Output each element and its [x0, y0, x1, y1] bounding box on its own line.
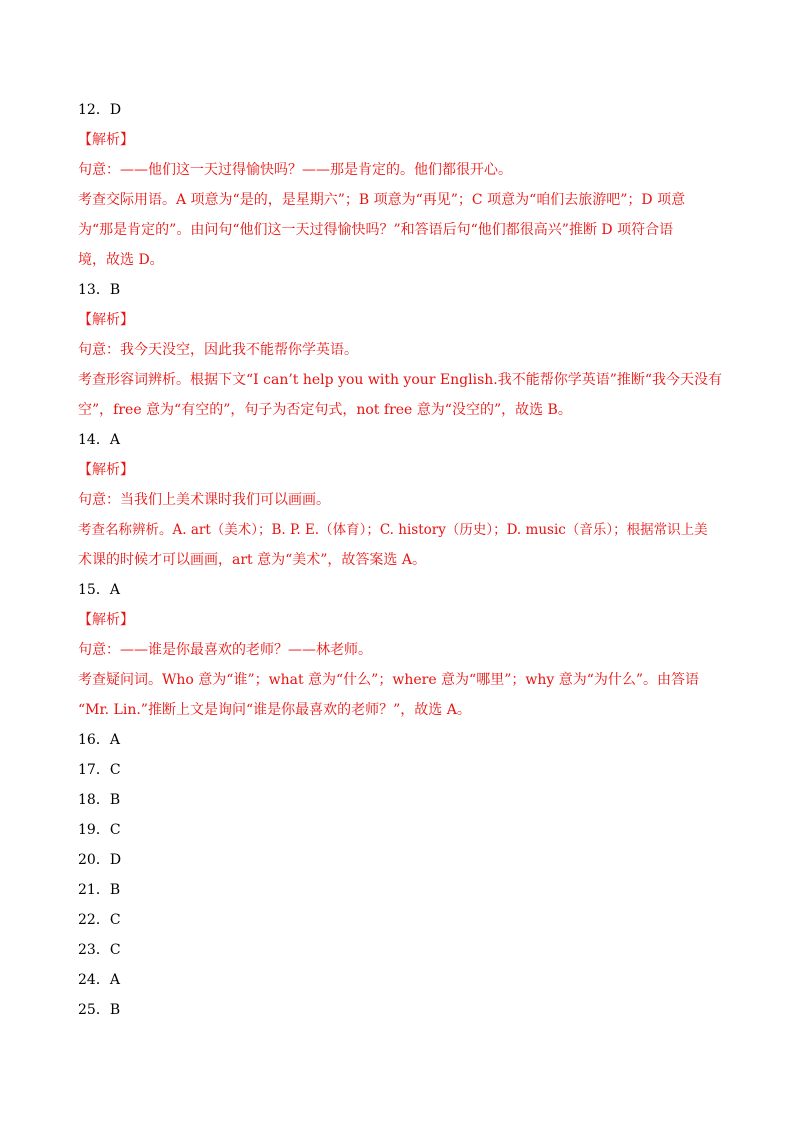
- answer-number: 14．A: [78, 432, 120, 448]
- answer-number: 12．D: [78, 102, 122, 118]
- answer-number: 19．C: [78, 822, 121, 838]
- answer-item-15: [78, 575, 728, 725]
- sentence-meaning: 句意：——他们这一天过得愉快吗？——那是肯定的。他们都很开心。: [78, 162, 512, 178]
- answer-item-14: [78, 425, 728, 575]
- answer-number: 25．B: [78, 1002, 121, 1018]
- answer-number: 13．B: [78, 282, 121, 298]
- answer-number: 22．C: [78, 912, 121, 928]
- analysis-line: 术课的时候才可以画画，art 意为“美术”，故答案选 A。: [78, 552, 426, 568]
- answer-number: 18．B: [78, 792, 121, 808]
- analysis-label: 【解析】: [78, 132, 134, 148]
- analysis-line: 为“那是肯定的”。由问句“他们这一天过得愉快吗？”和答语后句“他们都很高兴”推断 D 项符合语: [78, 222, 674, 238]
- answer-number: 23．C: [78, 942, 121, 958]
- sentence-meaning: 句意：我今天没空，因此我不能帮你学英语。: [78, 342, 358, 358]
- answer-key-page: [78, 95, 728, 1025]
- analysis-line: 境，故选 D。: [78, 252, 164, 268]
- analysis-label: 【解析】: [78, 312, 134, 328]
- answer-number: 16．A: [78, 732, 120, 748]
- answer-item-12: [78, 95, 728, 275]
- analysis-line: “Mr. Lin.”推断上文是询问“谁是你最喜欢的老师？”，故选 A。: [78, 702, 471, 718]
- answer-number: 24．A: [78, 972, 120, 988]
- answer-number: 21．B: [78, 882, 121, 898]
- analysis-label: 【解析】: [78, 612, 134, 628]
- answers-list: [78, 725, 728, 1025]
- analysis-line: 考查名称辨析。A. art（美术）；B. P. E.（体育）；C. history（历史）；D. music（音乐）；根据常识上美: [78, 522, 708, 538]
- answer-number: 20．D: [78, 852, 122, 868]
- sentence-meaning: 句意：当我们上美术课时我们可以画画。: [78, 492, 330, 508]
- answer-item-13: [78, 275, 728, 425]
- analysis-line: 空”，free 意为“有空的”，句子为否定句式，not free 意为“没空的”，故选 B。: [78, 402, 572, 418]
- answer-number: 17．C: [78, 762, 121, 778]
- analysis-line: 考查疑问词。Who 意为“谁”；what 意为“什么”；where 意为“哪里”；why 意为“为什么”。由答语: [78, 672, 700, 688]
- answer-number: 15．A: [78, 582, 120, 598]
- analysis-line: 考查交际用语。A 项意为“是的，是星期六”；B 项意为“再见”；C 项意为“咱们去旅游吧”；D 项意: [78, 192, 686, 208]
- sentence-meaning: 句意：——谁是你最喜欢的老师？——林老师。: [78, 642, 372, 658]
- analysis-label: 【解析】: [78, 462, 134, 478]
- analysis-line: 考查形容词辨析。根据下文“I can’t help you with your English.我不能帮你学英语”推断“我今天没有: [78, 372, 723, 388]
